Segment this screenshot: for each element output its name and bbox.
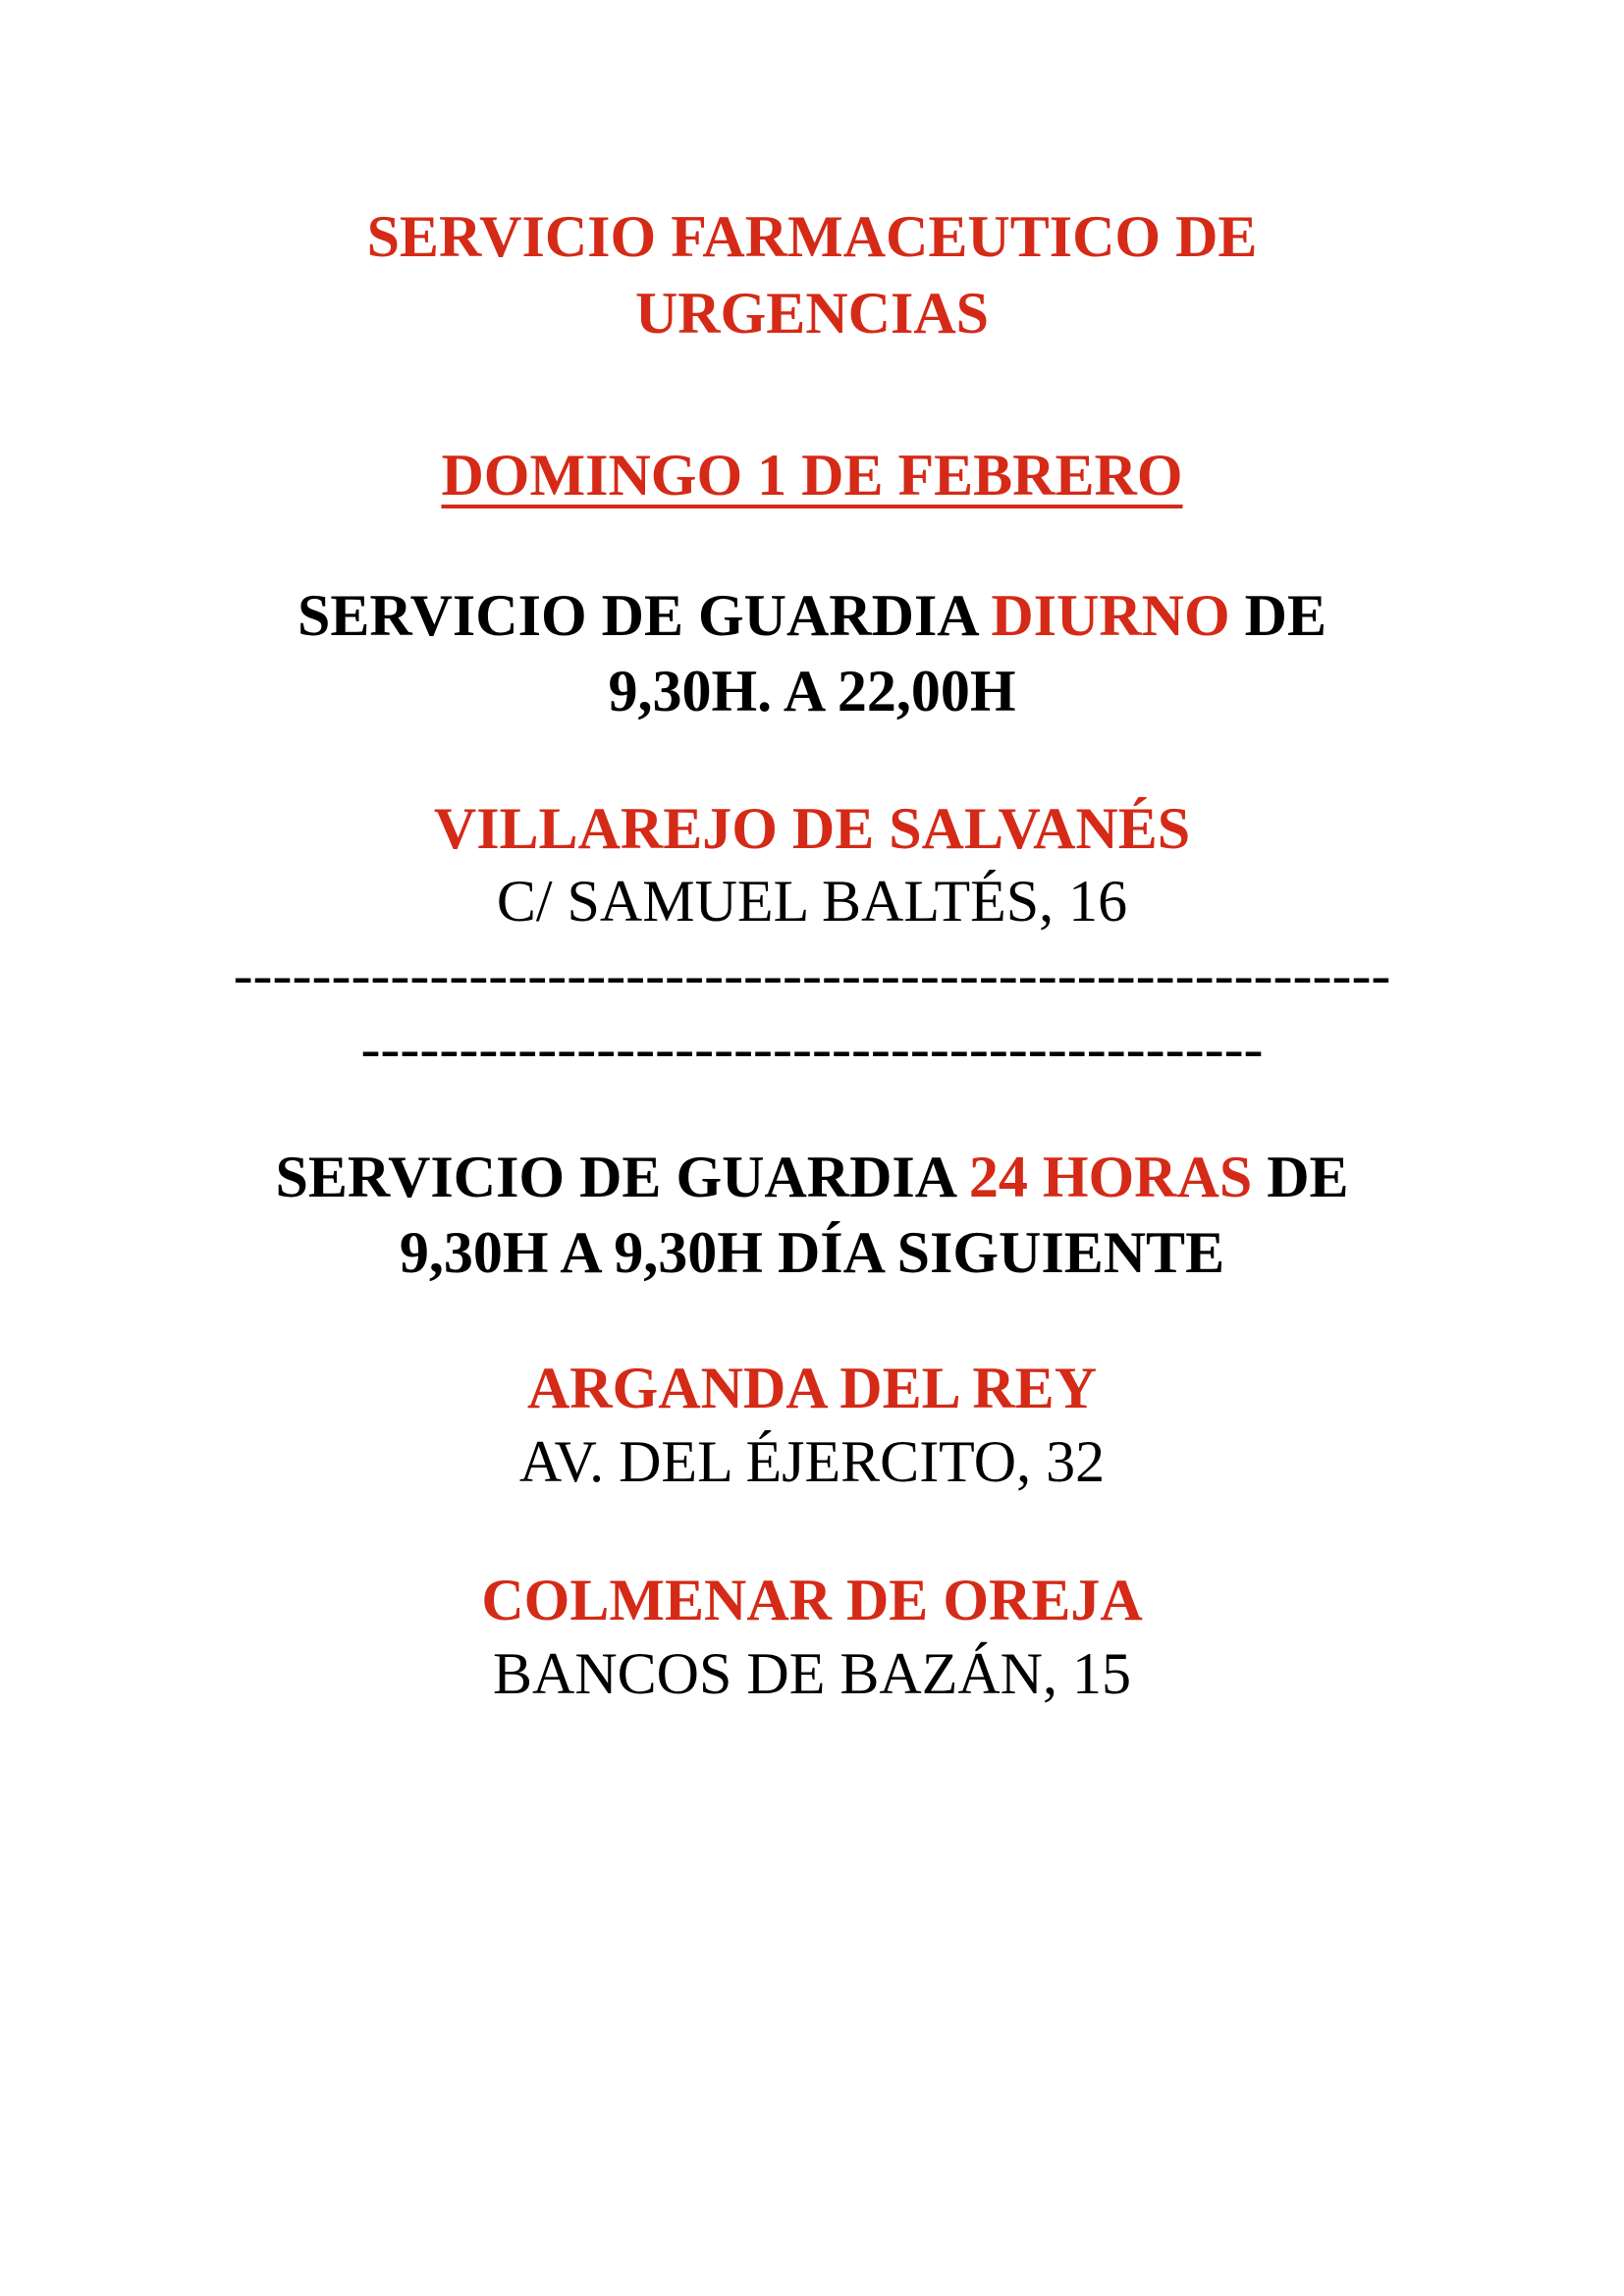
day-service-suffix: DE	[1229, 583, 1327, 648]
day-service-hours: 9,30H. A 22,00H	[608, 659, 1016, 723]
pharmacy-town: COLMENAR DE OREJA	[481, 1568, 1143, 1632]
full-service-prefix: SERVICIO DE GUARDIA	[275, 1145, 969, 1209]
date-heading	[0, 440, 1624, 510]
full-service-heading	[0, 1142, 1624, 1212]
pharmacy-address: C/ SAMUEL BALTÉS, 16	[496, 869, 1128, 934]
day-service-highlight: DIURNO	[991, 583, 1230, 648]
day-service-heading	[0, 580, 1624, 651]
date-text: DOMINGO 1 DE FEBRERO	[441, 443, 1183, 507]
pharmacy-town: VILLAREJO DE SALVANÉS	[433, 796, 1191, 861]
pharmacy-address: AV. DEL ÉJERCITO, 32	[518, 1429, 1106, 1494]
separator-line-1: -----------------------------------------------------------	[233, 942, 1391, 1007]
full-service-highlight: 24 HORAS	[968, 1145, 1253, 1209]
title-line-2: URGENCIAS	[634, 281, 990, 346]
separator-line-2: ----------------------------------------------	[360, 1016, 1264, 1081]
pharmacy-town: ARGANDA DEL REY	[526, 1356, 1098, 1420]
title-line-1: SERVICIO FARMACEUTICO DE	[366, 204, 1258, 269]
pharmacy-address: BANCOS DE BAZÁN, 15	[492, 1641, 1132, 1706]
full-service-hours: 9,30H A 9,30H DÍA SIGUIENTE	[399, 1220, 1225, 1285]
day-service-prefix: SERVICIO DE GUARDIA	[297, 583, 992, 648]
full-service-suffix: DE	[1252, 1145, 1349, 1209]
